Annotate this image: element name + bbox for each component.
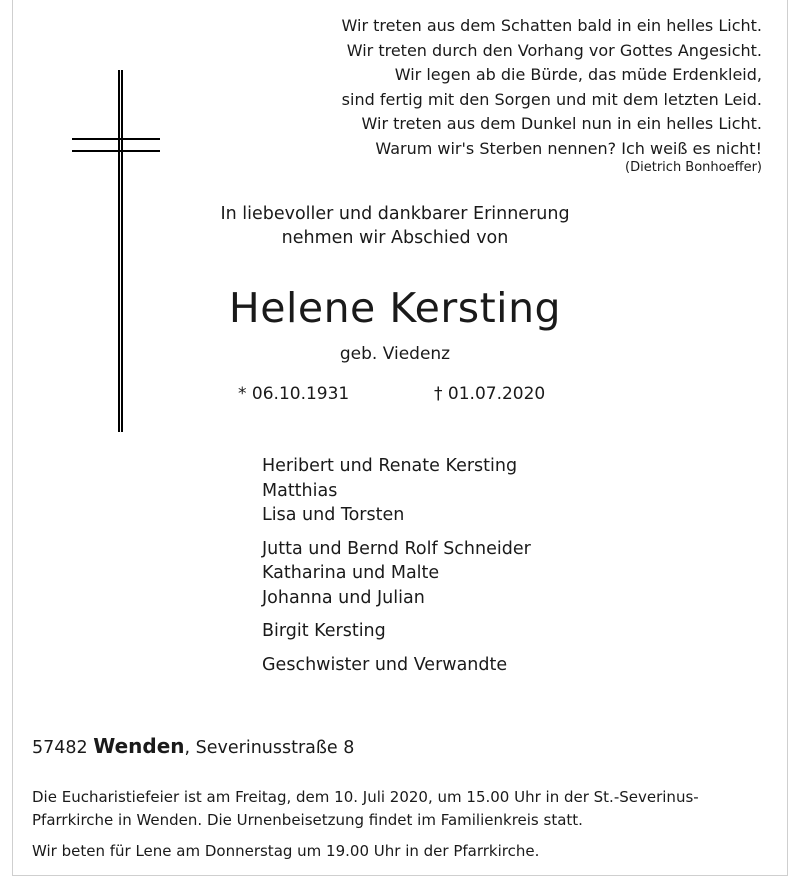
birth-date: * 06.10.1931 bbox=[238, 384, 350, 404]
address-street: , Severinusstraße 8 bbox=[184, 738, 355, 758]
family-list bbox=[262, 454, 531, 686]
poem-line: Wir treten aus dem Schatten bald in ein helles Licht. bbox=[341, 16, 762, 35]
intro-text bbox=[170, 202, 620, 250]
poem-line: Wir treten durch den Vorhang vor Gottes Angesicht. bbox=[346, 40, 762, 60]
family-member: Lisa und Torsten bbox=[262, 505, 405, 525]
address-zip: 57482 bbox=[32, 738, 88, 758]
deceased-name: Helene Kersting bbox=[228, 284, 562, 332]
address-city: Wenden bbox=[93, 734, 185, 758]
intro-line: In liebevoller und dankbarer Erinnerung bbox=[220, 204, 570, 224]
family-member: Matthias bbox=[262, 480, 338, 501]
family-member: Birgit Kersting bbox=[262, 621, 386, 641]
intro-line: nehmen wir Abschied von bbox=[281, 228, 509, 248]
family-group bbox=[262, 454, 531, 528]
death-date: † 01.07.2020 bbox=[434, 384, 546, 404]
family-member: Jutta und Bernd Rolf Schneider bbox=[262, 538, 531, 559]
cross-horizontal-top bbox=[72, 138, 160, 140]
poem-line: sind fertig mit den Sorgen und mit dem letzten Leid. bbox=[341, 89, 762, 109]
family-member: Geschwister und Verwandte bbox=[262, 654, 508, 675]
family-member: Johanna und Julian bbox=[262, 587, 425, 608]
poem-line: Wir legen ab die Bürde, das müde Erdenkleid, bbox=[394, 65, 762, 84]
cross-horizontal-bottom bbox=[72, 150, 160, 152]
poem bbox=[342, 14, 762, 161]
poem-line: Warum wir's Sterben nennen? Ich weiß es nicht! bbox=[375, 138, 762, 158]
family-member: Heribert und Renate Kersting bbox=[262, 456, 518, 476]
poem-line: Wir treten aus dem Dunkel nun in ein helles Licht. bbox=[361, 114, 762, 133]
family-group bbox=[262, 653, 531, 678]
family-member: Katharina und Malte bbox=[262, 563, 440, 583]
family-group bbox=[262, 619, 531, 644]
cross-vertical bbox=[118, 70, 123, 432]
family-group bbox=[262, 537, 531, 611]
address bbox=[32, 734, 354, 758]
service-notice: Die Eucharistiefeier ist am Freitag, dem 10. Juli 2020, um 15.00 Uhr in der St.-Severinus-Pfarrkirche in Wenden. Die Urnenbeisetzung findet im Familienkreis statt. bbox=[32, 788, 699, 829]
poem-author: (Dietrich Bonhoeffer) bbox=[625, 160, 762, 175]
prayer-notice: Wir beten für Lene am Donnerstag um 19.00 Uhr in der Pfarrkirche. bbox=[32, 842, 540, 860]
maiden-name: geb. Viedenz bbox=[339, 344, 451, 364]
